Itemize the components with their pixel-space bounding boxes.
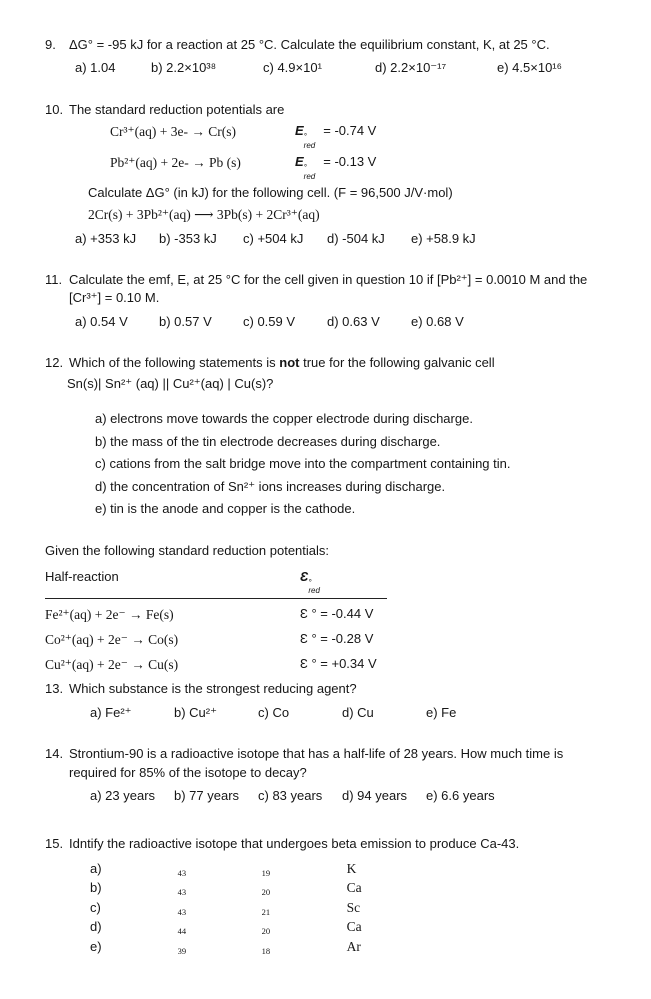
option-a: a) 23 years <box>90 788 156 804</box>
option-e: e) Fe <box>426 704 457 720</box>
option-letter: b) <box>90 880 102 896</box>
standard-potential <box>295 122 376 150</box>
question-10-body: The standard reduction potentials are <box>69 101 285 117</box>
option-b <box>90 878 431 897</box>
option-letter: a) <box>90 860 102 876</box>
option-letter: d) <box>90 919 102 935</box>
epsilon-symbol: Ɛ <box>300 568 309 584</box>
table-intro: Given the following standard reduction potentials: <box>45 542 330 558</box>
mass-number: 43 <box>177 867 187 878</box>
question-15-body: Idntify the radioactive isotope that undergoes beta emission to produce Ca-43. <box>69 836 520 852</box>
e-symbol: E <box>295 154 304 170</box>
element-symbol: Sc <box>346 899 361 915</box>
question-15-text <box>45 835 613 853</box>
option-e: e) +58.9 kJ <box>411 230 476 246</box>
element-symbol: Ca <box>346 919 362 935</box>
question-14-text <box>45 745 613 782</box>
galvanic-cell-notation: Sn(s)| Sn²⁺ (aq) || Cu²⁺(aq) | Cu(s)? <box>67 375 274 391</box>
calc-instruction: Calculate ΔG° (in kJ) for the following cell. (F = 96,500 J/V·mol) <box>88 184 453 200</box>
question-12-body-suffix: true for the following galvanic cell <box>299 355 495 371</box>
e-sub: red <box>303 140 316 150</box>
e-sup: ° <box>303 163 307 173</box>
question-12-bold-word: not <box>279 355 300 371</box>
option-c: c) Co <box>258 704 290 720</box>
row-equation: Cu²⁺(aq) + 2e⁻ → Cu(s) <box>45 657 179 673</box>
row-equation: Fe²⁺(aq) + 2e⁻ → Fe(s) <box>45 606 174 622</box>
e-sub: red <box>303 171 316 181</box>
option-a: a) electrons move towards the copper electrode during discharge. <box>95 411 473 427</box>
option-b: b) -353 kJ <box>159 230 217 246</box>
option-b: b) 77 years <box>174 788 240 804</box>
row-potential: Ɛ ° = +0.34 V <box>300 656 377 672</box>
table-row <box>45 655 613 674</box>
question-9 <box>45 36 613 78</box>
question-11-number: 11. <box>45 271 63 287</box>
table-header <box>45 568 387 599</box>
question-13-options <box>90 704 613 722</box>
nuclide-notation <box>178 937 431 956</box>
cell-equation: 2Cr(s) + 3Pb²⁺(aq) ⟶ 3Pb(s) + 2Cr³⁺(aq) <box>88 207 320 223</box>
half-reaction-equation: Pb²⁺(aq) + 2e- → Pb (s) <box>110 155 241 171</box>
nuclide-numbers <box>178 927 346 936</box>
nuclide-notation <box>178 917 431 936</box>
mass-number: 43 <box>177 906 187 917</box>
question-12-text <box>45 354 613 372</box>
question-14-body: Strontium-90 is a radioactive isotope that has a half-life of 28 years. How much time is required for 85% of the isotope to decay? <box>69 746 564 780</box>
row-potential: Ɛ ° = -0.44 V <box>300 605 374 621</box>
option-letter: e) <box>90 938 102 954</box>
e-supsub <box>304 164 316 181</box>
mass-number: 43 <box>177 887 187 898</box>
epsilon-sub: red <box>308 586 320 596</box>
option-c <box>90 898 431 917</box>
question-12-number: 12. <box>45 355 64 371</box>
question-9-number: 9. <box>45 37 56 52</box>
question-13-number: 13. <box>45 681 64 697</box>
reduction-potentials-table <box>45 542 613 675</box>
nuclide-notation <box>178 878 431 897</box>
question-14-number: 14. <box>45 746 64 762</box>
question-14 <box>45 745 613 805</box>
option-e <box>90 937 431 956</box>
question-12-options <box>95 410 613 518</box>
option-d: d) 2.2×10⁻¹⁷ <box>375 60 447 76</box>
option-e: e) tin is the anode and copper is the cathode. <box>95 501 356 517</box>
question-9-body: ΔG° = -95 kJ for a reaction at 25 °C. Calculate the equilibrium constant, K, at 25 °C. <box>69 37 550 52</box>
question-10-text <box>45 101 613 119</box>
header-half-reaction: Half-reaction <box>45 568 119 584</box>
row-equation: Co²⁺(aq) + 2e⁻ → Co(s) <box>45 631 179 647</box>
question-13-text <box>45 680 613 698</box>
option-b: b) the mass of the tin electrode decreases during discharge. <box>95 433 441 449</box>
element-symbol: Ar <box>346 938 361 954</box>
option-c: c) cations from the salt bridge move into the compartment containing tin. <box>95 456 511 472</box>
mass-number: 44 <box>177 926 187 937</box>
question-10 <box>45 101 613 248</box>
option-b: b) 2.2×10³⁸ <box>151 60 217 76</box>
element-symbol: Ca <box>346 880 362 896</box>
row-potential: Ɛ ° = -0.28 V <box>300 630 374 646</box>
question-11-options <box>75 313 613 331</box>
header-e-red <box>300 568 320 596</box>
option-e: e) 0.68 V <box>411 313 464 329</box>
option-c: c) +504 kJ <box>243 230 304 246</box>
option-b: b) Cu²⁺ <box>174 704 217 720</box>
table-row <box>45 630 613 649</box>
nuclide-notation <box>178 898 431 917</box>
option-c: c) 0.59 V <box>243 313 296 329</box>
option-d: d) 94 years <box>342 788 408 804</box>
question-12-body-prefix: Which of the following statements is <box>69 355 280 371</box>
option-e: e) 4.5×10¹⁶ <box>497 60 562 76</box>
e-supsub <box>304 133 316 150</box>
nuclide-numbers <box>178 869 346 878</box>
question-15-number: 15. <box>45 836 64 852</box>
option-e: e) 6.6 years <box>426 788 495 804</box>
question-13-body: Which substance is the strongest reducing agent? <box>69 681 357 697</box>
atomic-number: 20 <box>261 926 271 937</box>
nuclide-numbers <box>178 947 346 956</box>
option-d: d) Cu <box>342 704 374 720</box>
option-a: a) 1.04 <box>75 60 116 76</box>
option-a <box>90 859 431 878</box>
mass-number: 39 <box>177 945 187 956</box>
question-15-options <box>90 859 613 956</box>
standard-potential <box>295 153 376 181</box>
question-11 <box>45 271 613 331</box>
epsilon-sup: ° <box>308 577 312 587</box>
option-d: d) -504 kJ <box>327 230 385 246</box>
option-c: c) 4.9×10¹ <box>263 60 322 76</box>
question-11-text <box>45 271 613 308</box>
element-symbol: K <box>346 860 357 876</box>
option-d <box>90 917 431 936</box>
half-reaction-equation: Cr³⁺(aq) + 3e- → Cr(s) <box>110 124 237 140</box>
option-letter: c) <box>90 899 101 915</box>
question-12 <box>45 354 613 518</box>
atomic-number: 19 <box>261 867 271 878</box>
nuclide-numbers <box>178 888 346 897</box>
question-9-options <box>75 59 613 77</box>
half-reaction-row <box>110 122 613 150</box>
e-value: = -0.13 V <box>323 154 377 170</box>
atomic-number: 21 <box>261 906 271 917</box>
option-a: a) +353 kJ <box>75 230 137 246</box>
option-d: d) 0.63 V <box>327 313 380 329</box>
option-d: d) the concentration of Sn²⁺ ions increases during discharge. <box>95 478 446 494</box>
option-a: a) Fe²⁺ <box>90 704 132 720</box>
table-row <box>45 605 613 624</box>
option-c: c) 83 years <box>258 788 323 804</box>
question-13 <box>45 680 613 722</box>
question-14-options <box>90 787 613 805</box>
half-reactions <box>110 122 613 181</box>
question-11-body: Calculate the emf, E, at 25 °C for the cell given in question 10 if [Pb²⁺] = 0.0010 M and the [Cr³⁺] = 0.10 M. <box>69 271 588 306</box>
option-a: a) 0.54 V <box>75 313 128 329</box>
atomic-number: 20 <box>261 887 271 898</box>
nuclide-notation <box>178 859 431 878</box>
e-symbol: E <box>295 123 304 139</box>
question-15 <box>45 835 613 956</box>
question-10-options <box>75 230 613 248</box>
question-10-number: 10. <box>45 101 64 117</box>
atomic-number: 18 <box>261 945 271 956</box>
option-b: b) 0.57 V <box>159 313 212 329</box>
nuclide-numbers <box>178 908 346 917</box>
e-sup: ° <box>303 132 307 142</box>
e-value: = -0.74 V <box>323 123 377 139</box>
half-reaction-row <box>110 153 613 181</box>
epsilon-supsub <box>308 579 320 596</box>
question-9-text <box>45 36 613 54</box>
